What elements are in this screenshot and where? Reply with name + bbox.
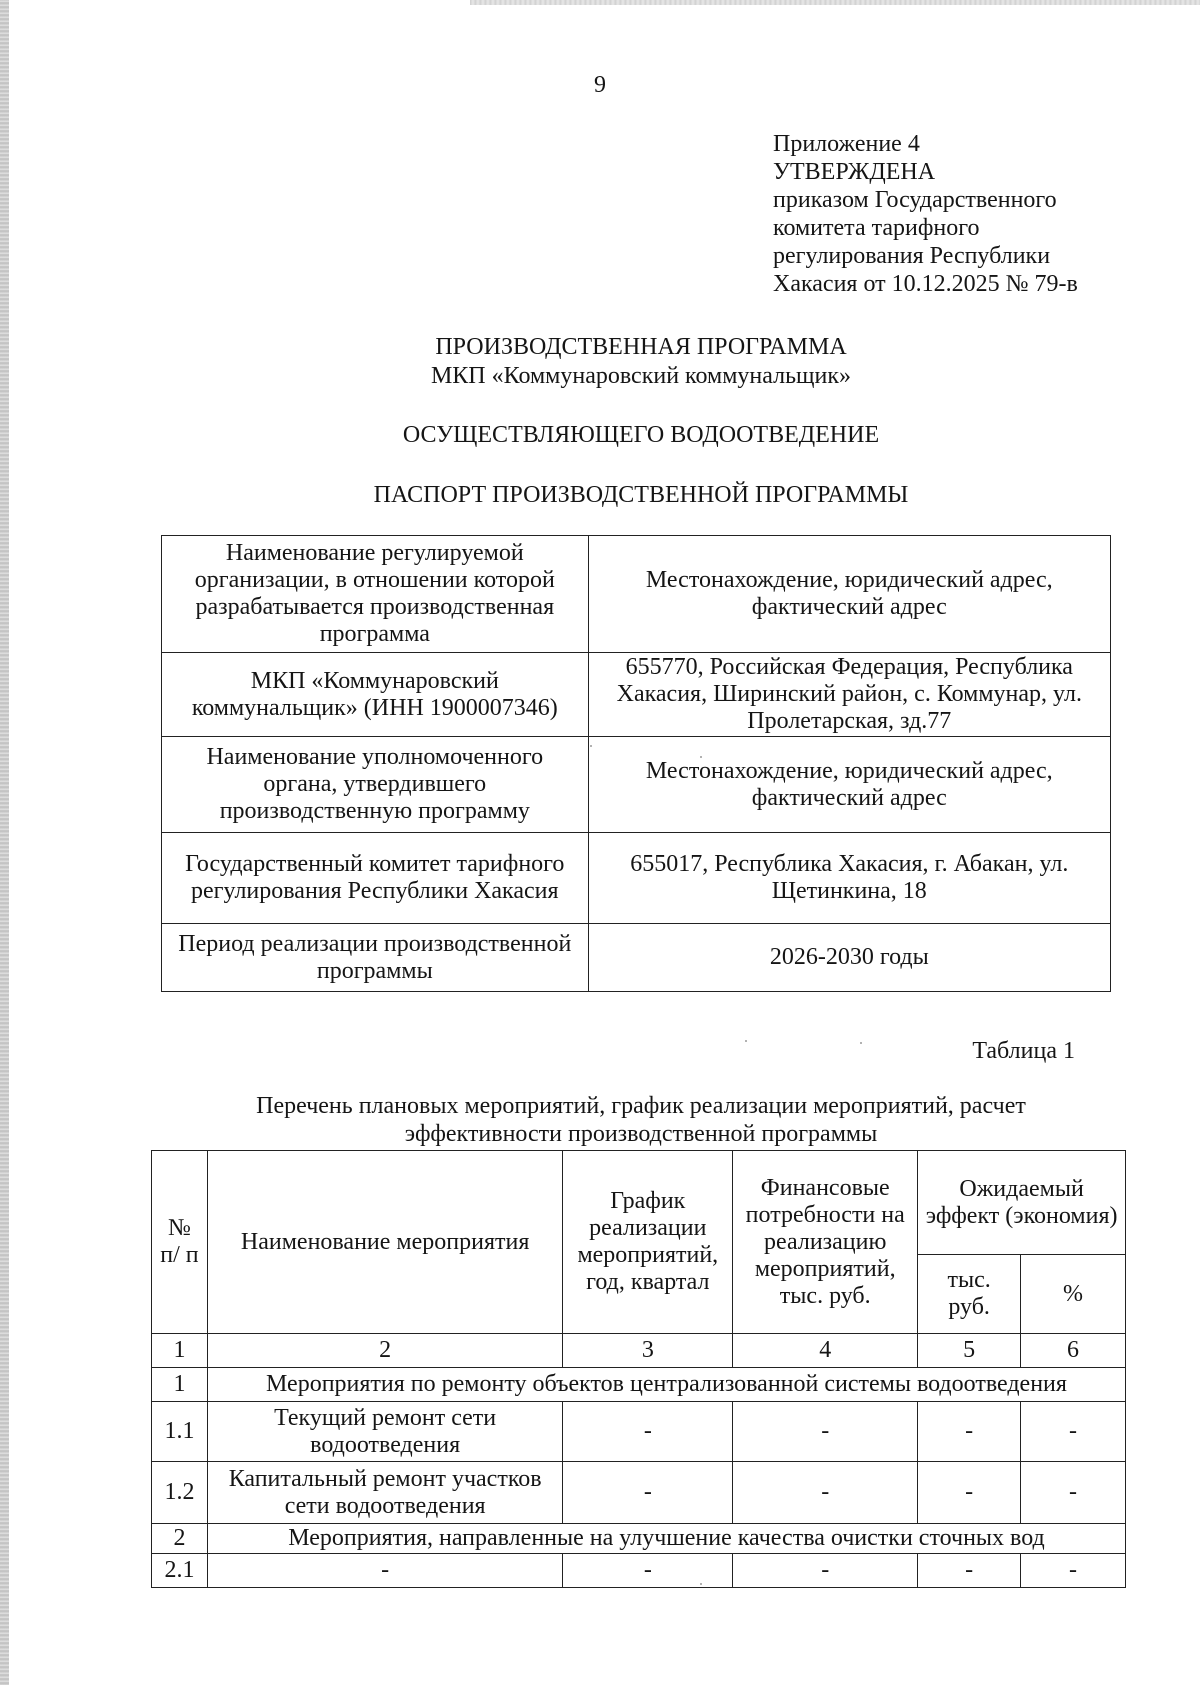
column-number: 5 <box>918 1334 1021 1368</box>
scan-edge-left <box>0 0 9 1685</box>
section-title: Мероприятия по ремонту объектов централизованной системы водоотведения <box>207 1368 1125 1402</box>
section-title: Мероприятия, направленные на улучшение качества очистки сточных вод <box>207 1524 1125 1554</box>
scan-speck <box>860 1042 862 1044</box>
passport-cell: Наименование регулируемой организации, в отношении которой разрабатывается производственная программа <box>162 536 589 653</box>
section-row <box>152 1524 1126 1554</box>
approval-line-4: Хакасия от 10.12.2025 № 79-в <box>773 271 1078 297</box>
approval-line-3: регулирования Республики <box>773 243 1051 269</box>
section-num: 1 <box>152 1368 208 1402</box>
passport-cell: 655017, Республика Хакасия, г. Абакан, ул. Щетинкина, 18 <box>588 833 1110 924</box>
row-schedule: - <box>563 1402 733 1462</box>
header-finance: Финансовые потребности на реализацию мероприятий, тыс. руб. <box>733 1151 918 1334</box>
scan-edge-top <box>470 0 1200 5</box>
approval-line-1: приказом Государственного <box>773 187 1057 213</box>
row-name: - <box>207 1554 562 1588</box>
approval-block <box>773 130 1078 298</box>
header-num: № п/ п <box>152 1151 208 1334</box>
scan-speck <box>745 1040 747 1042</box>
row-finance: - <box>733 1402 918 1462</box>
row-num: 1.2 <box>152 1462 208 1524</box>
row-finance: - <box>733 1554 918 1588</box>
row-effect-pct: - <box>1021 1554 1126 1588</box>
passport-cell: 655770, Российская Федерация, Республика Хакасия, Ширинский район, с. Коммунар, ул. Пролетарская, зд.77 <box>588 653 1110 737</box>
row-effect-rub: - <box>918 1462 1021 1524</box>
approved-label: УТВЕРЖДЕНА <box>773 159 936 185</box>
table-row <box>162 653 1111 737</box>
passport-cell: Наименование уполномоченного органа, утвердившего производственную программу <box>162 737 589 833</box>
column-number: 2 <box>207 1334 562 1368</box>
table-caption-line-2: эффективности производственной программы <box>404 1121 878 1147</box>
row-effect-rub: - <box>918 1402 1021 1462</box>
organization-title: МКП «Коммунаровский коммунальщик» <box>430 363 852 389</box>
column-number-row <box>152 1334 1126 1368</box>
passport-table <box>161 535 1111 992</box>
scan-speck <box>700 1583 702 1585</box>
row-schedule: - <box>563 1554 733 1588</box>
table-row <box>152 1462 1126 1524</box>
header-effect-rub: тыс. руб. <box>918 1255 1021 1334</box>
passport-heading: ПАСПОРТ ПРОИЗВОДСТВЕННОЙ ПРОГРАММЫ <box>373 482 909 508</box>
table-label: Таблица 1 <box>972 1038 1075 1064</box>
row-name: Текущий ремонт сети водоотведения <box>207 1402 562 1462</box>
column-number: 6 <box>1021 1334 1126 1368</box>
table-row <box>162 924 1111 992</box>
column-number: 4 <box>733 1334 918 1368</box>
scan-speck <box>700 756 702 758</box>
row-effect-rub: - <box>918 1554 1021 1588</box>
activity-title: ОСУЩЕСТВЛЯЮЩЕГО ВОДООТВЕДЕНИЕ <box>402 422 880 448</box>
row-finance: - <box>733 1462 918 1524</box>
passport-cell: Государственный комитет тарифного регулирования Республики Хакасия <box>162 833 589 924</box>
table-row <box>152 1402 1126 1462</box>
passport-cell: Местонахождение, юридический адрес, фактический адрес <box>588 536 1110 653</box>
appendix-label: Приложение 4 <box>773 131 920 157</box>
column-number: 3 <box>563 1334 733 1368</box>
row-name: Капитальный ремонт участков сети водоотведения <box>207 1462 562 1524</box>
passport-cell: МКП «Коммунаровский коммунальщик» (ИНН 1900007346) <box>162 653 589 737</box>
header-schedule: График реализации мероприятий, год, квартал <box>563 1151 733 1334</box>
passport-cell: Местонахождение, юридический адрес, фактический адрес <box>588 737 1110 833</box>
row-num: 2.1 <box>152 1554 208 1588</box>
header-effect-pct: % <box>1021 1255 1126 1334</box>
approval-line-2: комитета тарифного <box>773 215 980 241</box>
passport-cell: 2026-2030 годы <box>588 924 1110 992</box>
table-row <box>162 536 1111 653</box>
measures-table <box>151 1150 1126 1588</box>
table-header-row <box>152 1151 1126 1255</box>
row-schedule: - <box>563 1462 733 1524</box>
scan-speck <box>590 745 592 747</box>
program-title: ПРОИЗВОДСТВЕННАЯ ПРОГРАММА <box>435 334 847 360</box>
row-num: 1.1 <box>152 1402 208 1462</box>
section-num: 2 <box>152 1524 208 1554</box>
table-row <box>162 833 1111 924</box>
header-effect: Ожидаемый эффект (экономия) <box>918 1151 1126 1255</box>
page-number: 9 <box>594 72 606 98</box>
row-effect-pct: - <box>1021 1402 1126 1462</box>
table-row <box>162 737 1111 833</box>
section-row <box>152 1368 1126 1402</box>
table-row <box>152 1554 1126 1588</box>
header-name: Наименование мероприятия <box>207 1151 562 1334</box>
column-number: 1 <box>152 1334 208 1368</box>
passport-cell: Период реализации производственной программы <box>162 924 589 992</box>
row-effect-pct: - <box>1021 1462 1126 1524</box>
table-caption-line-1: Перечень плановых мероприятий, график реализации мероприятий, расчет <box>256 1093 1026 1119</box>
